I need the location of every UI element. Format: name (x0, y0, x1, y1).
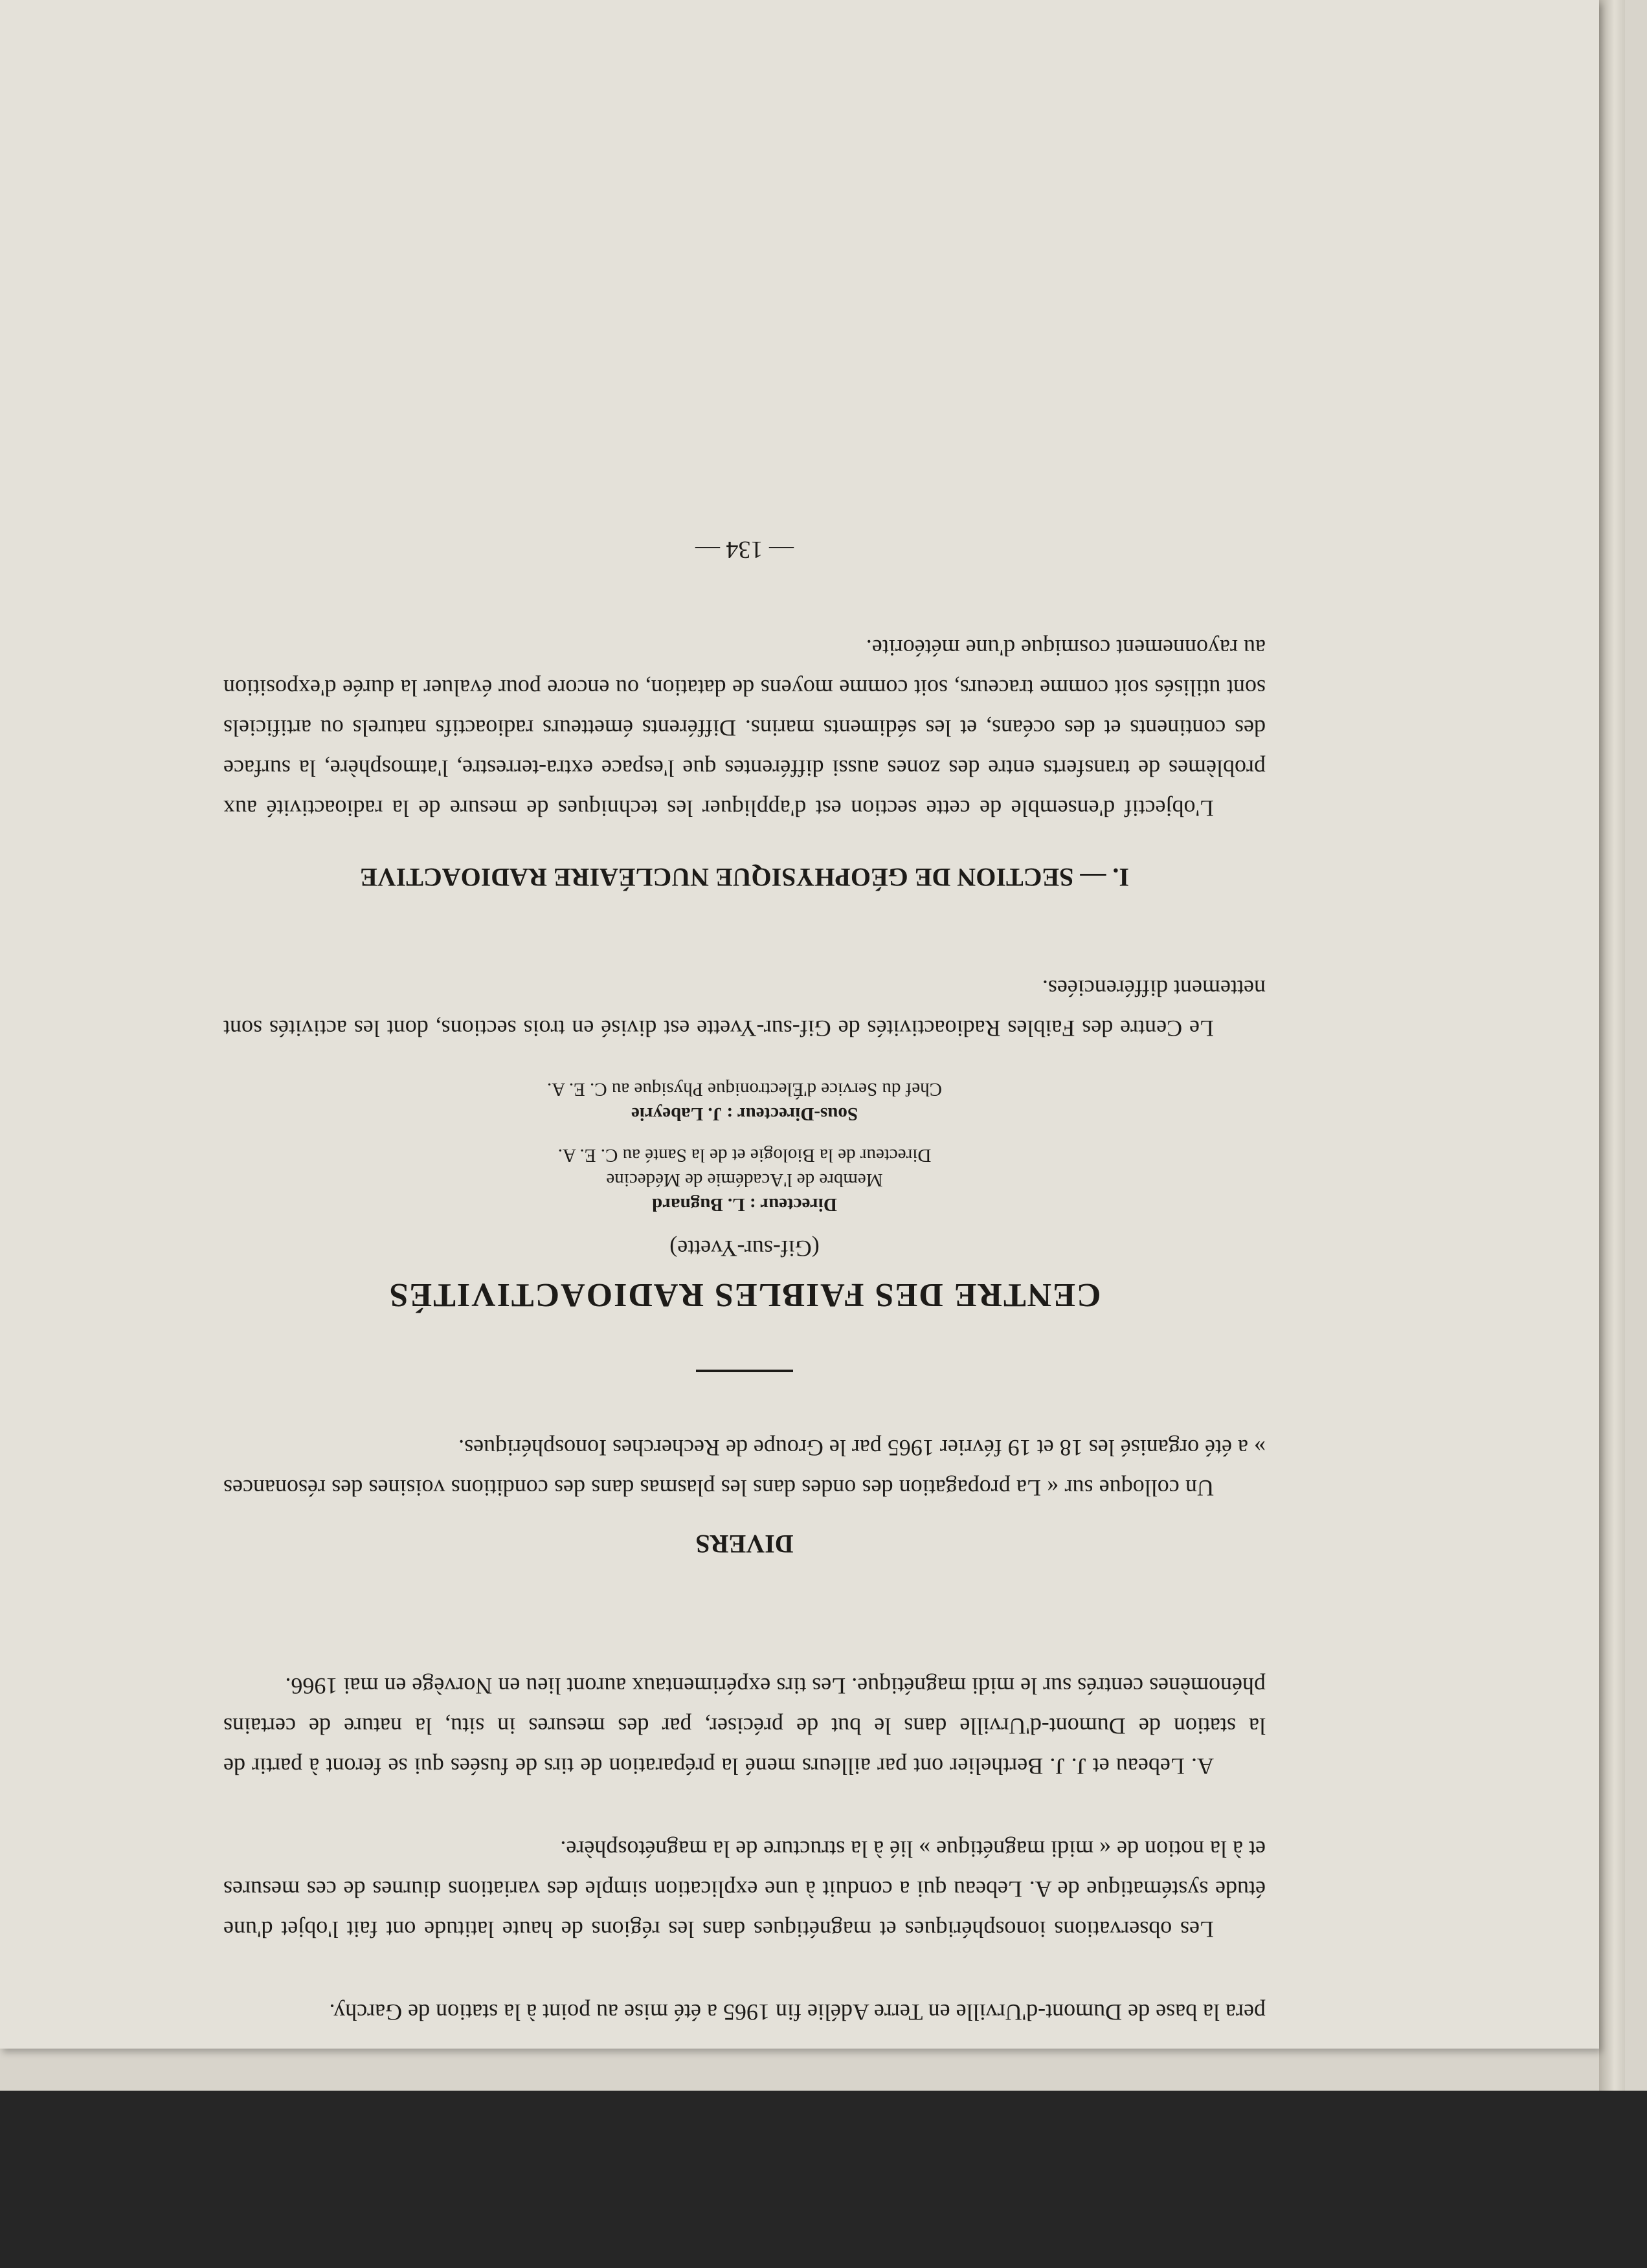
centre-title: CENTRE DES FAIBLES RADIOACTIVITÉS (388, 1276, 1101, 1313)
director-label: Directeur : L. Bugnard (652, 1194, 837, 1215)
centre-intro: Le Centre des Faibles Radioactivités de Gif-sur-Yvette est divisé en trois sections, dont les activités sont nettement différenciées. (223, 975, 1266, 1041)
page-content-rotated (223, 181, 1266, 2045)
subdirector-line-1: Chef du Service d'Électronique Physique au C. E. A. (546, 1079, 943, 1100)
paragraph-continuation: pera la base de Dumont-d'Urville en Terre Adélie fin 1965 a été mise au point à la station de Garchy. (329, 1999, 1266, 2025)
section-1-heading: I. — SECTION DE GÉOPHYSIQUE NUCLÉAIRE RADIOACTIVE (360, 863, 1129, 892)
director-line-1: Membre de l'Académie de Médecine (606, 1170, 883, 1190)
scanner-background (0, 2091, 1647, 2268)
centre-location: (Gif-sur-Yvette) (669, 1236, 820, 1262)
page-number: — 134 — (695, 536, 794, 563)
director-line-2: Directeur de la Biologie et de la Santé au C. E. A. (557, 1145, 932, 1166)
section-1-paragraph: L'objectif d'ensemble de cette section est d'appliquer les techniques de mesure de la radioactivité aux problèmes de transferts entre des zones aussi différentes que l'espace extra-terrestre, l'atmosphère, la surface des continents et des océans, et les sédiments marins. Différents émetteurs radioactifs naturels ou artificiels sont utilisés soit comme traceurs, soit comme moyens de datation, ou encore pour évaluer la durée d'exposition au rayonnement cosmique d'une météorite. (223, 635, 1266, 821)
paragraph-observations: Les observations ionosphériques et magnétiques dans les régions de haute latitude ont fait l'objet d'une étude systématique de A. Lebeau qui a conduit à une explication simple des variations diurnes de ces mesures et à la notion de « midi magnétique » lié à la structure de la magnétosphère. (223, 1836, 1266, 1942)
paragraph-rocket-launches: A. Lebeau et J. J. Berthelier ont par ailleurs mené la préparation de tirs de fusées qui se feront à partir de la station de Dumont-d'Urville dans le but de préciser, par des mesures in situ, la nature de certains phénomènes centrés sur le midi magnétique. Les tirs expérimentaux auront lieu en Norvège en mai 1966. (223, 1673, 1266, 1779)
page-edge (1599, 0, 1625, 2091)
subdirector-label: Sous-Directeur : J. Labeyrie (631, 1104, 858, 1124)
separator-rule (696, 1370, 793, 1372)
divers-heading: DIVERS (695, 1529, 794, 1559)
divers-paragraph: Un colloque sur « La propagation des ondes dans les plasmas dans des conditions voisines des résonances » a été organisé les 18 et 19 février 1965 par le Groupe de Recherches Ionosphériques. (223, 1435, 1266, 1501)
